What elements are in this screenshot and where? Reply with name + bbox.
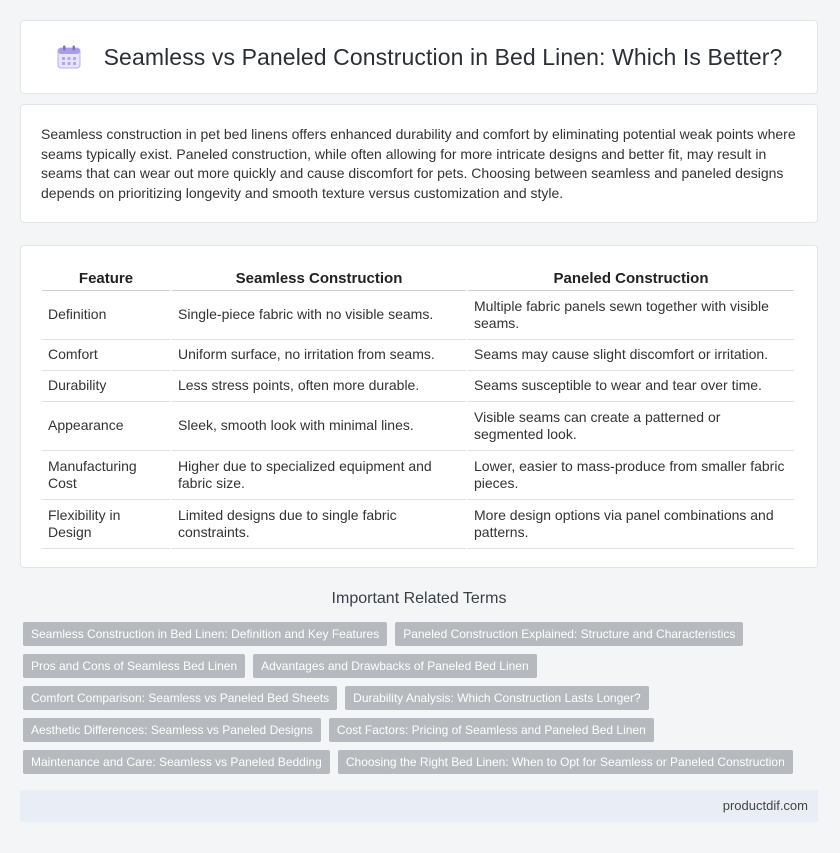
page-title: Seamless vs Paneled Construction in Bed Linen: Which Is Better? [103, 43, 783, 70]
footer-site-link[interactable]: productdif.com [722, 798, 808, 813]
related-tag[interactable]: Choosing the Right Bed Linen: When to Opt for Seamless or Paneled Construction [338, 750, 793, 774]
related-tag[interactable]: Pros and Cons of Seamless Bed Linen [23, 654, 245, 678]
comparison-table [40, 266, 796, 549]
related-terms-section [20, 590, 818, 774]
seamless-cell: Sleek, smooth look with minimal lines. [172, 402, 466, 451]
comparison-table-card [20, 245, 818, 568]
feature-cell: Appearance [42, 402, 170, 451]
related-tag[interactable]: Comfort Comparison: Seamless vs Paneled Bed Sheets [23, 686, 337, 710]
feature-cell: Manufacturing Cost [42, 451, 170, 500]
paneled-cell: Seams may cause slight discomfort or irritation. [468, 340, 794, 371]
intro-paragraph: Seamless construction in pet bed linens offers enhanced durability and comfort by eliminating potential weak points where seams typically exist. Paneled construction, while often allowing for more intricate designs and better fit, may result in seams that can wear out more quickly and cause discomfort for pets. Choosing between seamless and paneled designs depends on prioritizing longevity and smooth texture versus customization and style. [41, 126, 796, 201]
related-tag[interactable]: Advantages and Drawbacks of Paneled Bed Linen [253, 654, 537, 678]
seamless-cell: Uniform surface, no irritation from seams. [172, 340, 466, 371]
table-row [42, 402, 794, 451]
seamless-cell: Limited designs due to single fabric constraints. [172, 500, 466, 549]
paneled-cell: Seams susceptible to wear and tear over time. [468, 371, 794, 402]
table-header-cell: Feature [42, 266, 170, 291]
related-terms-title: Important Related Terms [331, 590, 507, 607]
related-tag[interactable]: Seamless Construction in Bed Linen: Definition and Key Features [23, 622, 387, 646]
seamless-cell: Single-piece fabric with no visible seams. [172, 291, 466, 340]
feature-cell: Comfort [42, 340, 170, 371]
paneled-cell: Multiple fabric panels sewn together with visible seams. [468, 291, 794, 340]
related-tag[interactable]: Cost Factors: Pricing of Seamless and Paneled Bed Linen [329, 718, 654, 742]
related-tag[interactable]: Paneled Construction Explained: Structure and Characteristics [395, 622, 743, 646]
paneled-cell: More design options via panel combinations and patterns. [468, 500, 794, 549]
related-tag[interactable]: Maintenance and Care: Seamless vs Paneled Bedding [23, 750, 330, 774]
table-row [42, 340, 794, 371]
footer [20, 790, 818, 822]
related-tags [20, 622, 818, 774]
feature-cell: Flexibility in Design [42, 500, 170, 549]
table-header-cell: Paneled Construction [468, 266, 794, 291]
table-row [42, 291, 794, 340]
feature-cell: Durability [42, 371, 170, 402]
table-row [42, 371, 794, 402]
paneled-cell: Visible seams can create a patterned or segmented look. [468, 402, 794, 451]
intro-card [20, 104, 818, 223]
table-row [42, 500, 794, 549]
title-card [20, 20, 818, 94]
table-header-cell: Seamless Construction [172, 266, 466, 291]
seamless-cell: Higher due to specialized equipment and fabric size. [172, 451, 466, 500]
related-tag[interactable]: Aesthetic Differences: Seamless vs Paneled Designs [23, 718, 321, 742]
feature-cell: Definition [42, 291, 170, 340]
seamless-cell: Less stress points, often more durable. [172, 371, 466, 402]
table-row [42, 451, 794, 500]
paneled-cell: Lower, easier to mass-produce from smaller fabric pieces. [468, 451, 794, 500]
table-header-row [42, 266, 794, 291]
related-tag[interactable]: Durability Analysis: Which Construction Lasts Longer? [345, 686, 648, 710]
calendar-icon [56, 44, 82, 70]
